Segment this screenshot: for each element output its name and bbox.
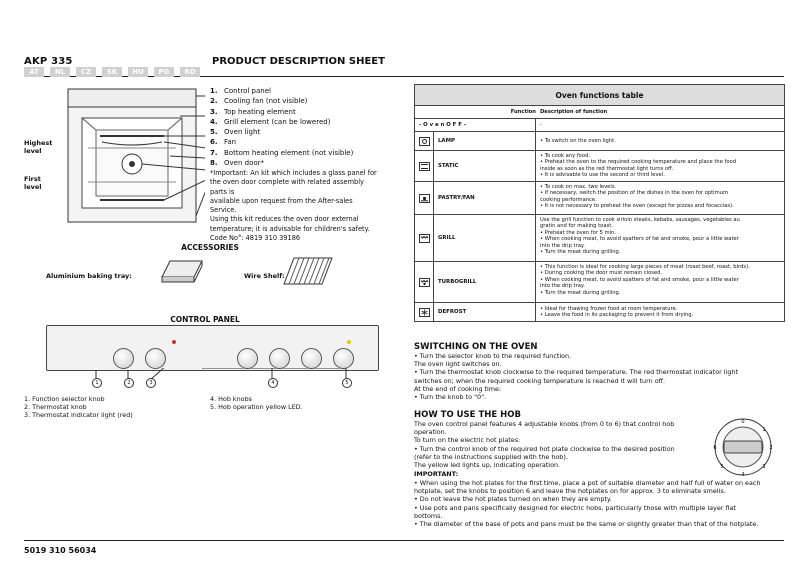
table-row: TURBOGRILL • This function is ideal for cooking large pieces of meat (roast beef, roast, birds). • During cooking the door must remain closed. • When cooking meat, to avoid spatters of fat and smoke, pour a little water into the drip tray. • Turn the meat during grilling.	[415, 262, 784, 303]
hob-important-title: IMPORTANT:	[414, 470, 459, 478]
footer-rule	[24, 540, 784, 541]
lamp-icon	[419, 137, 430, 146]
baking-tray-icon	[158, 257, 206, 287]
table-row: STATIC • To cook any food. • Preheat the oven to the required cooking temperature and place the food inside as soon as the red thermostat light turns off. • It is advisable to use the second or third level.	[415, 151, 784, 182]
control-panel-items-left: 1. Function selector knob 2. Thermostat knob 3. Thermostat indicator light (red)	[24, 395, 133, 420]
hob-dial-icon	[708, 416, 778, 478]
part-legend	[210, 86, 353, 168]
hob-knob[interactable]	[269, 348, 290, 369]
legend-item: 4. Grill element (can be lowered)	[210, 117, 331, 126]
thermostat-indicator-light	[172, 340, 176, 344]
important-note: *Important: An kit which includes a glass panel for the oven door complete with related assembly parts is available upon request from the After-sales Service. Using this kit reduces the oven door external temperature; it is advisable for children's safety. Code No°: 4819 310 39186	[210, 169, 377, 243]
static-icon	[419, 162, 430, 171]
oven-functions-table	[414, 84, 785, 322]
callout-2: 2	[124, 378, 134, 388]
dial-mark: 1	[762, 427, 766, 433]
control-panel-title: CONTROL PANEL	[170, 315, 240, 324]
hob-important-text: • When using the hot plates for the first time, place a pot of suitable diameter and half full of water on each hotplate, set the knobs to position 6 and leave the hotplates on for approx. 3 to eliminate smells. • Do not leave the hot plates turned on when they are empty. • Use pots and pans specifically designed for electric hobs, particularly those with multiple layer flat bottoms. • The diameter of the base of pots and pans must be the same or slightly greater than that of the hotplate.	[414, 479, 761, 529]
hob-knob[interactable]	[333, 348, 354, 369]
highest-level-label: Highest level	[24, 139, 53, 155]
function-selector-knob[interactable]	[113, 348, 134, 369]
legend-item: 2. Cooling fan (not visible)	[210, 97, 308, 106]
table-row: PASTRY/FAN • To cook on max. two levels. • If necessary, switch the position of the dishes in the oven for optimum cooking performance. • It is not necessary to preheat the oven (except for pizzas and focaccias).	[415, 182, 784, 215]
hob-text: The oven control panel features 4 adjustable knobs (from 0 to 6) that control hob operation. To turn on the electric hot plates: • Turn the control knob of the required hot plate clockwise to the desired position (refer to the instructions supplied with the hob). The yellow led lights up, indicating operation.	[414, 420, 675, 470]
lang-tab: HU	[128, 67, 148, 77]
lang-tab: RO	[180, 67, 200, 77]
baking-tray-label: Aluminium baking tray:	[46, 272, 132, 280]
lang-tab: AT	[24, 67, 44, 77]
table-row: LAMP • To switch on the oven light.	[415, 132, 784, 151]
legend-item: 6. Fan	[210, 138, 237, 147]
dial-mark: 2	[769, 445, 773, 451]
switching-text: • Turn the selector knob to the required function. The oven light switches on. • Turn the thermostat knob clockwise to the required temperature. The red thermostat indicator light switches on; when the required cooking temperature is reached it will turn off. At the end of cooking time: • Turn the knob to "0".	[414, 352, 738, 402]
document-code: 5019 310 56034	[24, 546, 97, 555]
hob-knob[interactable]	[237, 348, 258, 369]
table-row: - O v e n O F F - -	[415, 119, 784, 132]
lang-tab: NL	[50, 67, 70, 77]
wire-shelf-icon	[280, 254, 336, 290]
table-row: GRILL Use the grill function to cook sirloin steaks, kebabs, sausages, vegetables au gratin and for making toast. • Preheat the oven for 5 min. • When cooking meat, to avoid spatters of fat and smoke, pour a little water into the drip tray. • Turn the meat during grilling.	[415, 215, 784, 262]
dial-mark: 4	[741, 472, 745, 478]
dial-mark: 3	[762, 464, 766, 470]
lang-tab: PG	[154, 67, 174, 77]
table-title: Oven functions table	[415, 85, 784, 106]
legend-item: 8. Oven door*	[210, 159, 265, 168]
page-title: PRODUCT DESCRIPTION SHEET	[212, 56, 385, 67]
oven-diagram	[60, 86, 205, 224]
dial-mark: 6	[713, 445, 717, 451]
grill-icon	[419, 234, 430, 243]
wire-shelf-label: Wire Shelf:	[244, 272, 285, 280]
lang-tab: CZ	[76, 67, 96, 77]
first-level-label: First level	[24, 175, 42, 191]
callout-1: 1	[92, 378, 102, 388]
callout-5: 5	[342, 378, 352, 388]
hob-knob[interactable]	[301, 348, 322, 369]
legend-item: 3. Top heating element	[210, 107, 296, 116]
hob-title: HOW TO USE THE HOB	[414, 410, 521, 420]
legend-item: 5. Oven light	[210, 128, 261, 137]
pastry-fan-icon	[419, 194, 430, 203]
callout-3: 3	[146, 378, 156, 388]
defrost-icon	[419, 308, 430, 317]
control-panel-diagram	[46, 325, 379, 371]
switching-title: SWITCHING ON THE OVEN	[414, 342, 538, 352]
callout-4: 4	[268, 378, 278, 388]
dial-mark: 5	[720, 464, 724, 470]
control-panel-items-right: 4. Hob knobs 5. Hob operation yellow LED.	[210, 395, 303, 412]
model-number: AKP 335	[24, 56, 73, 67]
table-row: DEFROST • Ideal for thawing frozen food at room temperature. • Leave the food in its packaging to prevent it from drying.	[415, 303, 784, 321]
table-header: Function Description of function	[415, 106, 784, 119]
legend-item: 1. Control panel	[210, 87, 271, 95]
legend-item: 7. Bottom heating element (not visible)	[210, 148, 354, 157]
lang-tab: SK	[102, 67, 122, 77]
thermostat-knob[interactable]	[145, 348, 166, 369]
hob-operation-led	[347, 340, 351, 344]
dial-mark: 0	[741, 419, 745, 425]
turbogrill-icon	[419, 278, 430, 287]
accessories-title: ACCESSORIES	[181, 243, 239, 252]
